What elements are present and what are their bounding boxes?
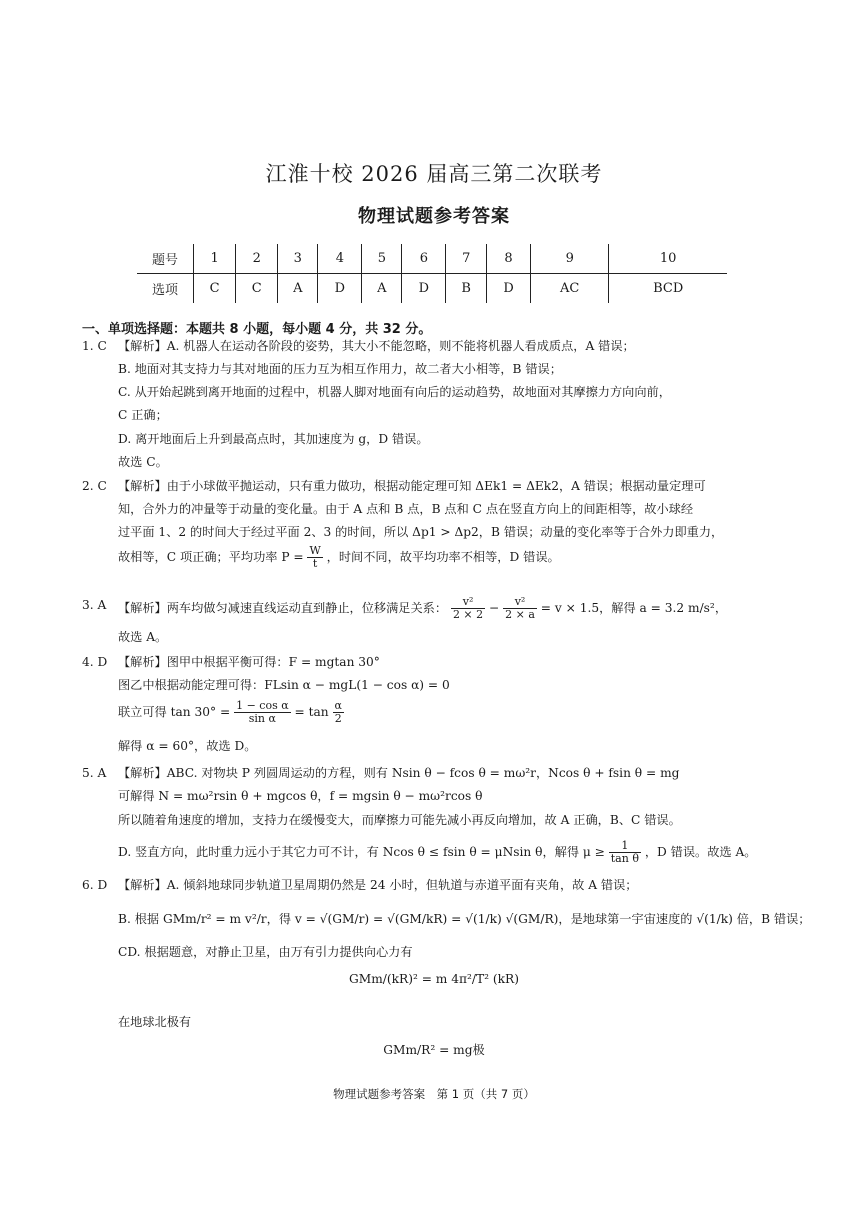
answer-table-row-numbers [137,244,727,274]
explanation-line: 知，合外力的冲量等于动量的变化量。由于 A 点和 B 点，B 点和 C 点在竖直方向上的间距相等，故小球经 [118,502,694,516]
answer-cell: D [402,274,446,304]
fraction-denominator: sin α [248,712,276,725]
explanation-line: 可解得 N = mω²rsin θ + mgcos θ，f = mgsin θ − mω²rcos θ [118,789,483,803]
fraction-denominator: tan θ [610,852,639,865]
explanation-line: 所以随着角速度的增加，支持力在缓慢变大，而摩擦力可能先减小再反向增加，故 A 正确，B、C 错误。 [118,813,681,827]
page-footer: 物理试题参考答案 第 1 页（共 7 页） [333,1087,535,1101]
fraction-denominator: 2 × a [505,608,535,621]
explanation-line: B. 地面对其支持力与其对地面的压力互为相互作用力，故二者大小相等，B 错误； [118,362,562,376]
text-span: 【解析】两车均做匀减速直线运动直到静止，位移满足关系： [118,601,448,615]
question-label: 5. A [82,766,107,780]
row-header-answer: 选项 [151,283,178,298]
answer-cell: C [194,274,236,304]
equation-centered: GMm/(kR)² = m 4π²/T² (kR) [349,972,519,986]
question-label: 3. A [82,598,107,612]
answer-cell: B [446,274,487,304]
question-number: 9 [531,244,609,274]
fraction-numerator: 1 − cos α [236,699,289,712]
minus-sign: − [489,601,500,615]
question-number: 10 [609,244,727,274]
question-label: 4. D [82,655,108,669]
text-span: = v × 1.5，解得 a = 3.2 m/s²， [540,601,728,615]
explanation-line: 图乙中根据动能定理可得：FLsin α − mgL(1 − cos α) = 0 [118,678,450,692]
fraction-numerator: v² [503,596,537,609]
explanation-line: 过平面 1、2 的时间大于经过平面 2、3 的时间，所以 Δp1 > Δp2，B 错误；动量的变化率等于合外力即重力， [118,525,724,539]
page-title: 江淮十校 2026 届高三第二次联考 [265,162,603,186]
fraction [503,596,537,621]
question-number: 6 [402,244,446,274]
question-number: 8 [487,244,531,274]
question-number: 5 [362,244,402,274]
text-span: ，D 错误。故选 A。 [644,845,757,859]
answer-cell: D [487,274,531,304]
row-header-question: 题号 [137,244,194,274]
fraction [451,596,485,621]
explanation-line [118,840,756,865]
text-span: 故相等，C 项正确；平均功率 P = [118,550,304,564]
explanation-line: B. 根据 GMm/r² = m v²/r，得 v = √(GM/r) = √(GM/kR) = √(1/k) √(GM/R)，是地球第一宇宙速度的 √(1/k) 倍，B 错误； [118,912,811,926]
explanation-line: C. 从开始起跳到离开地面的过程中，机器人脚对地面有向后的运动趋势，故地面对其摩擦力方向向前， [118,385,671,399]
answer-cell: BCD [609,274,727,304]
answer-table [137,244,727,303]
explanation-line: 【解析】ABC. 对物块 P 列圆周运动的方程，则有 Nsin θ − fcos θ = mω²r，Ncos θ + fsin θ = mg [118,766,680,780]
explanation-line: D. 离开地面后上升到最高点时，其加速度为 g，D 错误。 [118,432,429,446]
fraction-numerator: v² [451,596,485,609]
question-number: 4 [318,244,362,274]
text-span: D. 竖直方向，此时重力远小于其它力可不计，有 Ncos θ ≤ fsin θ = μNsin θ，解得 μ ≥ [118,845,605,859]
fraction [609,840,641,865]
fraction-numerator: 1 [609,840,641,853]
fraction-denominator: 2 [334,712,342,725]
fraction [234,700,291,725]
fraction-numerator: α [334,699,342,712]
text-span: 联立可得 tan 30° = [118,705,231,719]
explanation-line [118,596,727,621]
explanation-line: 【解析】图甲中根据平衡可得：F = mgtan 30° [118,655,380,669]
answer-cell: A [278,274,318,304]
explanation-line: CD. 根据题意，对静止卫星，由万有引力提供向心力有 [118,945,413,959]
explanation-line: 【解析】A. 倾斜地球同步轨道卫星周期仍然是 24 小时，但轨道与赤道平面有夹角，故 A 错误； [118,878,638,892]
text-span: = tan [294,705,329,719]
explanation-line: 解得 α = 60°，故选 D。 [118,739,257,753]
text-span: ，时间不同，故平均功率不相等，D 错误。 [326,550,560,564]
explanation-line [118,545,560,570]
fraction-denominator: 2 × 2 [452,608,484,621]
page-subtitle: 物理试题参考答案 [358,206,510,227]
question-number: 1 [194,244,236,274]
answer-cell: D [318,274,362,304]
explanation-line: 故选 A。 [118,630,168,644]
answer-table-row-answers [137,274,727,304]
section-heading: 一、单项选择题：本题共 8 小题，每小题 4 分，共 32 分。 [82,322,432,337]
fraction [307,545,322,570]
question-number: 7 [446,244,487,274]
answer-cell: AC [531,274,609,304]
explanation-line: 【解析】A. 机器人在运动各阶段的姿势，其大小不能忽略，则不能将机器人看成质点，A 错误； [118,339,635,353]
question-label: 2. C [82,479,107,493]
fraction-numerator: W [309,544,321,557]
question-number: 3 [278,244,318,274]
fraction-denominator: t [312,557,318,570]
equation-centered: GMm/R² = mg极 [383,1043,485,1057]
explanation-line: 【解析】由于小球做平抛运动，只有重力做功，根据动能定理可知 ΔEk1 = ΔEk2，A 错误；根据动量定理可 [118,479,706,493]
explanation-line [118,700,344,725]
explanation-line: 在地球北极有 [118,1015,192,1029]
answer-cell: A [362,274,402,304]
explanation-line: C 正确； [118,408,168,422]
explanation-line: 故选 C。 [118,455,168,469]
answer-cell: C [236,274,278,304]
question-label: 1. C [82,339,107,353]
fraction [333,700,344,725]
question-label: 6. D [82,878,108,892]
question-number: 2 [236,244,278,274]
